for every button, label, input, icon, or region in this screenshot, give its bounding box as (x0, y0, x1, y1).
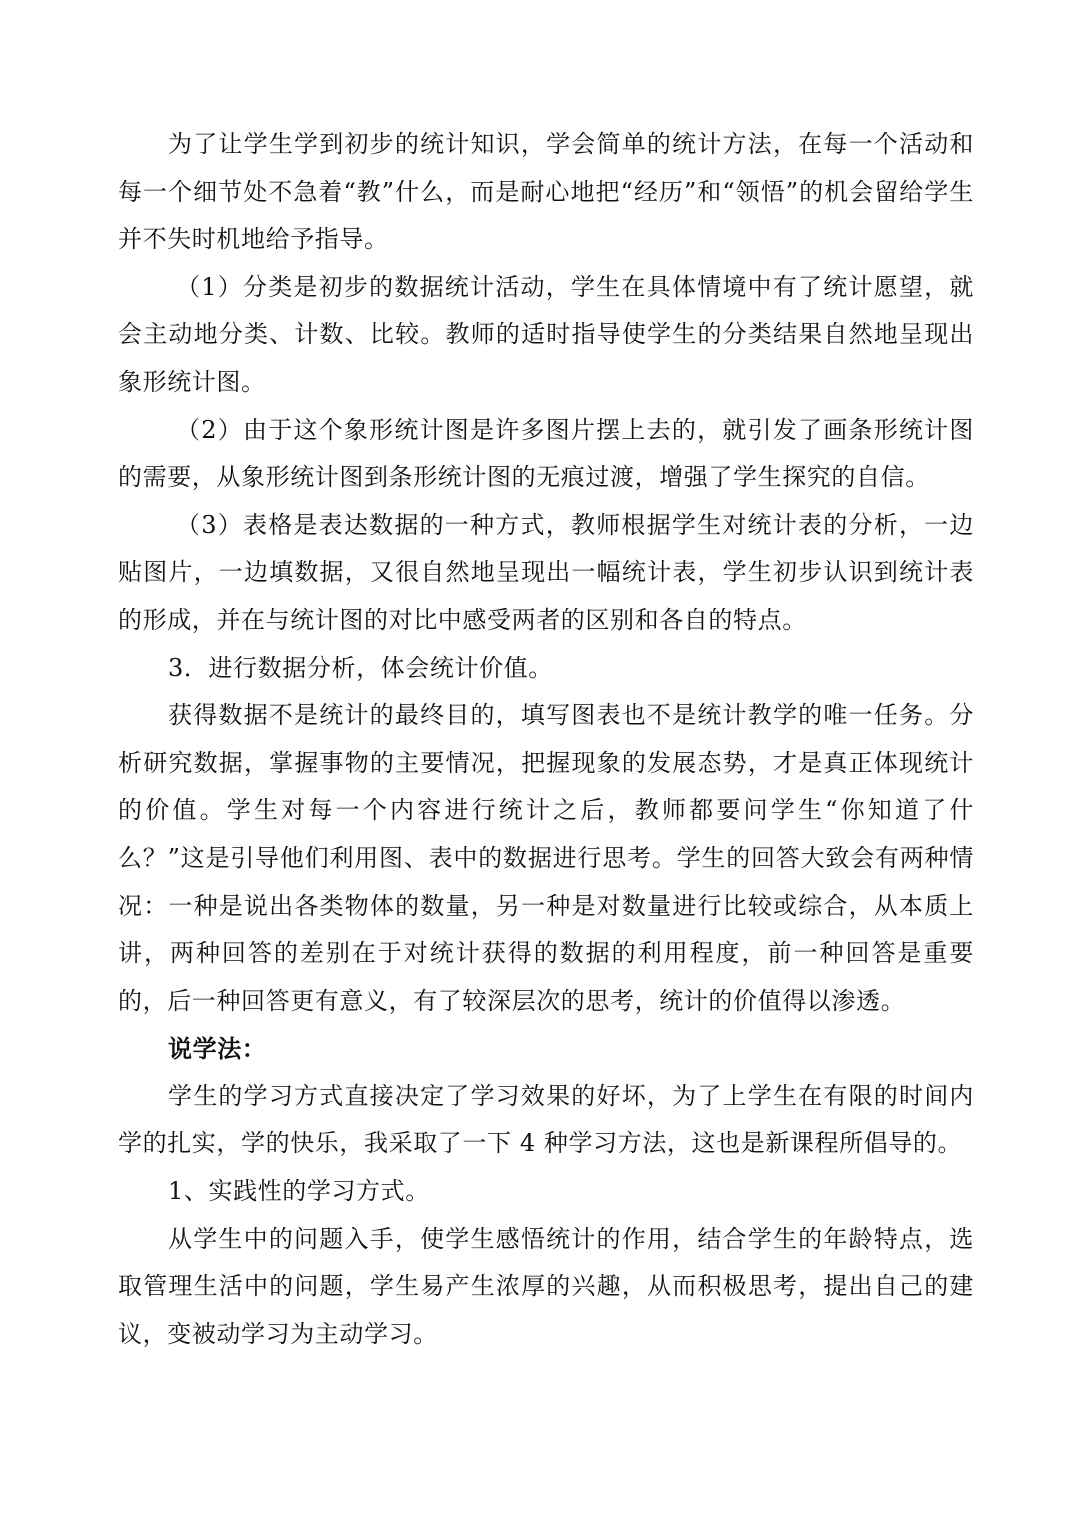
paragraph-point-1: （1）分类是初步的数据统计活动，学生在具体情境中有了统计愿望，就会主动地分类、计数、比较。教师的适时指导使学生的分类结果自然地呈现出象形统计图。 (118, 272, 974, 396)
subheading-practical-learning: 1、实践性的学习方式。 (168, 1177, 430, 1206)
section-heading-learning-methods: 说学法： (168, 1034, 267, 1064)
paragraph-learning-methods: 学生的学习方式直接决定了学习效果的好坏，为了上学生在有限的时间内学的扎实，学的快乐，我采取了一下 4 种学习方法，这也是新课程所倡导的。 (118, 1081, 974, 1158)
paragraph-intro: 为了让学生学到初步的统计知识，学会简单的统计方法，在每一个活动和每一个细节处不急着“教”什么，而是耐心地把“经历”和“领悟”的机会留给学生并不失时机地给予指导。 (118, 130, 974, 254)
section-heading-data-analysis: 3．进行数据分析，体会统计价值。 (168, 653, 553, 682)
paragraph-point-2: （2）由于这个象形统计图是许多图片摆上去的，就引发了画条形统计图的需要，从象形统计图到条形统计图的无痕过渡，增强了学生探究的自信。 (118, 415, 974, 492)
paragraph-data-analysis: 获得数据不是统计的最终目的，填写图表也不是统计教学的唯一任务。分析研究数据，掌握事物的主要情况，把握现象的发展态势，才是真正体现统计的价值。学生对每一个内容进行统计之后，教师都要问学生“你知道了什么？”这是引导他们利用图、表中的数据进行思考。学生的回答大致会有两种情况：一种是说出各类物体的数量，另一种是对数量进行比较或综合，从本质上讲，两种回答的差别在于对统计获得的数据的利用程度，前一种回答是重要的，后一种回答更有意义，有了较深层次的思考，统计的价值得以渗透。 (118, 701, 974, 1015)
paragraph-practical-learning: 从学生中的问题入手，使学生感悟统计的作用，结合学生的年龄特点，选取管理生活中的问题，学生易产生浓厚的兴趣，从而积极思考，提出自己的建议，变被动学习为主动学习。 (118, 1224, 974, 1348)
document-body (118, 121, 974, 1358)
paragraph-point-3: （3）表格是表达数据的一种方式，教师根据学生对统计表的分析，一边贴图片，一边填数据，又很自然地呈现出一幅统计表，学生初步认识到统计表的形成，并在与统计图的对比中感受两者的区别和各自的特点。 (118, 510, 974, 634)
